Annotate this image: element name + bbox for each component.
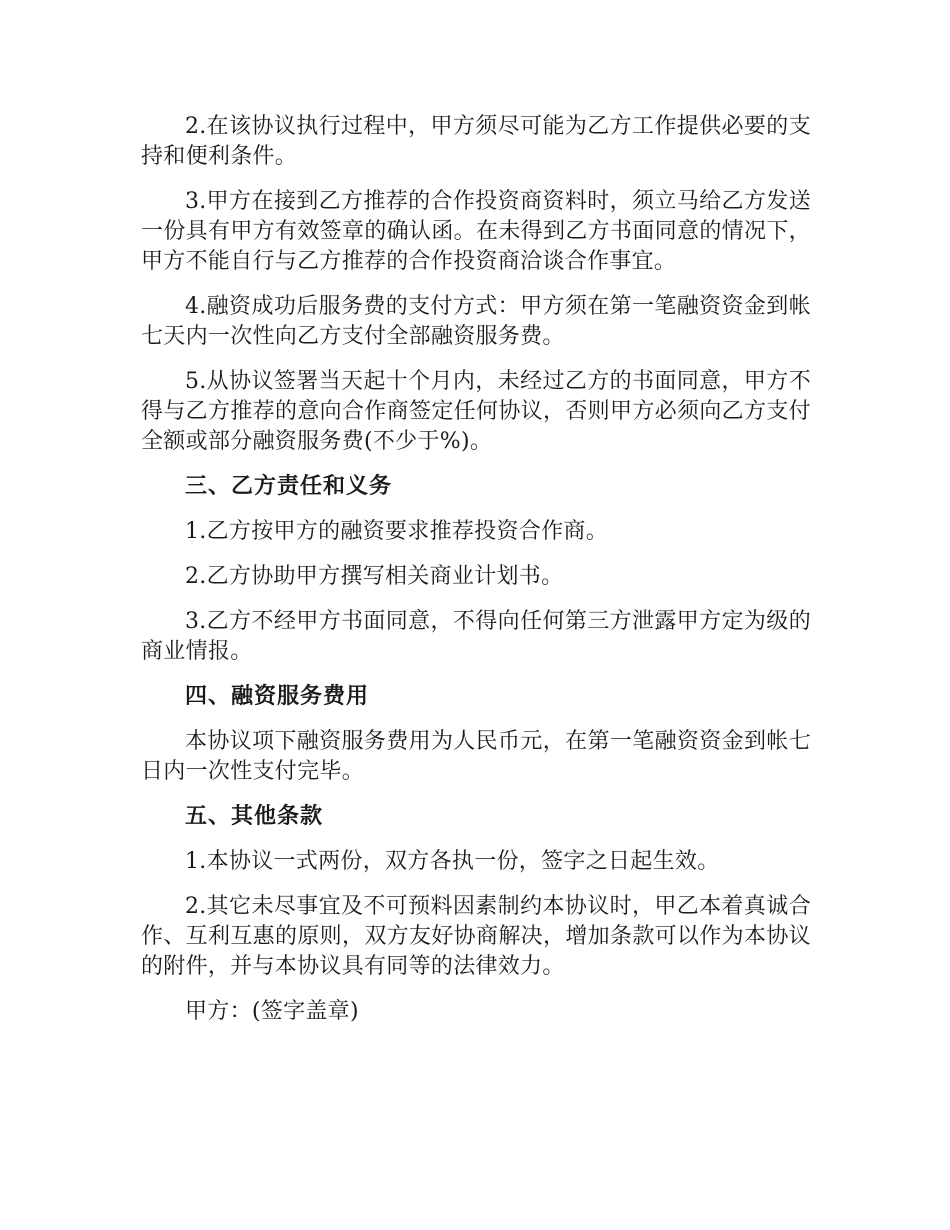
- section-heading-party-b-duties: 三、乙方责任和义务: [185, 474, 393, 499]
- service-fee-clause: 本协议项下融资服务费用为人民币元，在第一笔融资资金到帐七日内一次性支付完毕。: [141, 729, 811, 784]
- party-b-clause-1: 1.乙方按甲方的融资要求推荐投资合作商。: [185, 519, 608, 544]
- document-body: [141, 112, 811, 1042]
- other-terms-clause-1: 1.本协议一式两份，双方各执一份，签字之日起生效。: [185, 849, 720, 874]
- clause-3-confirmation-letter: 3.甲方在接到乙方推荐的合作投资商资料时，须立马给乙方发送一份具有甲方有效签章的确认函。在未得到乙方书面同意的情况下，甲方不能自行与乙方推荐的合作投资商洽谈合作事宜。: [141, 189, 811, 274]
- clause-2-support: 2.在该协议执行过程中，甲方须尽可能为乙方工作提供必要的支持和便利条件。: [141, 114, 811, 169]
- clause-5-exclusivity: 5.从协议签署当天起十个月内，未经过乙方的书面同意，甲方不得与乙方推荐的意向合作商签定任何协议，否则甲方必须向乙方支付全额或部分融资服务费(不少于%)。: [141, 369, 811, 454]
- section-heading-other-terms: 五、其他条款: [185, 804, 324, 829]
- party-b-clause-2: 2.乙方协助甲方撰写相关商业计划书。: [185, 564, 564, 589]
- section-heading-service-fee: 四、融资服务费用: [185, 684, 370, 709]
- clause-4-payment-method: 4.融资成功后服务费的支付方式：甲方须在第一笔融资资金到帐七天内一次性向乙方支付全部融资服务费。: [141, 294, 811, 349]
- party-a-signature-line: 甲方：(签字盖章): [185, 999, 359, 1024]
- other-terms-clause-2: 2.其它未尽事宜及不可预料因素制约本协议时，甲乙本着真诚合作、互利互惠的原则，双方友好协商解决，增加条款可以作为本协议的附件，并与本协议具有同等的法律效力。: [141, 894, 811, 979]
- party-b-clause-3: 3.乙方不经甲方书面同意，不得向任何第三方泄露甲方定为级的商业情报。: [141, 609, 811, 664]
